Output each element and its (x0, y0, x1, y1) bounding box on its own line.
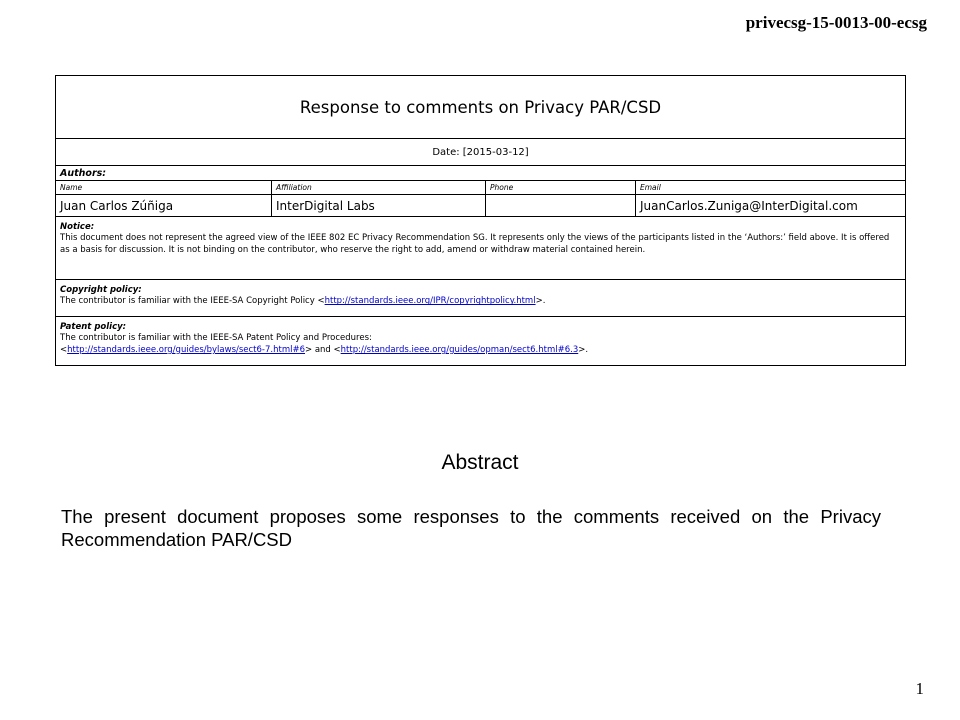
cover-table (55, 75, 906, 366)
notice-heading: Notice: (60, 222, 95, 232)
patent-bylaws-link[interactable]: http://standards.ieee.org/guides/bylaws/sect6-7.html#6 (67, 344, 305, 355)
patent-opman-link[interactable]: http://standards.ieee.org/guides/opman/sect6.html#6.3 (340, 344, 579, 355)
author-phone (486, 195, 636, 217)
patent-block (56, 317, 906, 366)
column-header-email: Email (636, 181, 906, 195)
patent-pre: < (60, 344, 68, 355)
author-name: Juan Carlos Zúñiga (56, 195, 272, 217)
document-title: Response to comments on Privacy PAR/CSD (56, 76, 906, 139)
copyright-policy-link[interactable]: http://standards.ieee.org/IPR/copyrightpolicy.html (324, 296, 536, 307)
author-affiliation: InterDigital Labs (272, 195, 486, 217)
patent-text: The contributor is familiar with the IEEE-SA Patent Policy and Procedures: (60, 333, 372, 344)
document-id: privecsg-15-0013-00-ecsg (745, 13, 927, 32)
authors-label: Authors: (56, 166, 906, 181)
patent-mid: > and < (305, 344, 341, 355)
notice-text: This document does not represent the agreed view of the IEEE 802 EC Privacy Recommendation SG. It represents only the views of the participants listed in the ‘Authors:’ field above. It is offered as a basis for discussion. It is not binding on the contributor, who reserve the right to add, amend or withdraw material contained herein. (60, 233, 890, 255)
abstract-text: The present document proposes some responses to the comments received on the Privacy Recommendation PAR/CSD (61, 506, 881, 550)
column-header-phone: Phone (486, 181, 636, 195)
document-date: Date: [2015-03-12] (56, 139, 906, 166)
patent-post: >. (578, 344, 589, 355)
patent-heading: Patent policy: (60, 322, 127, 332)
author-email: JuanCarlos.Zuniga@InterDigital.com (636, 195, 906, 217)
copyright-heading: Copyright policy: (60, 285, 142, 295)
abstract-title: Abstract (441, 451, 519, 474)
notice-block (56, 217, 906, 280)
column-header-affiliation: Affiliation (272, 181, 486, 195)
column-header-name: Name (56, 181, 272, 195)
copyright-block (56, 280, 906, 317)
page-number: 1 (915, 679, 924, 698)
copyright-text: The contributor is familiar with the IEEE-SA Copyright Policy < (60, 296, 325, 307)
copyright-text-end: >. (535, 296, 546, 307)
